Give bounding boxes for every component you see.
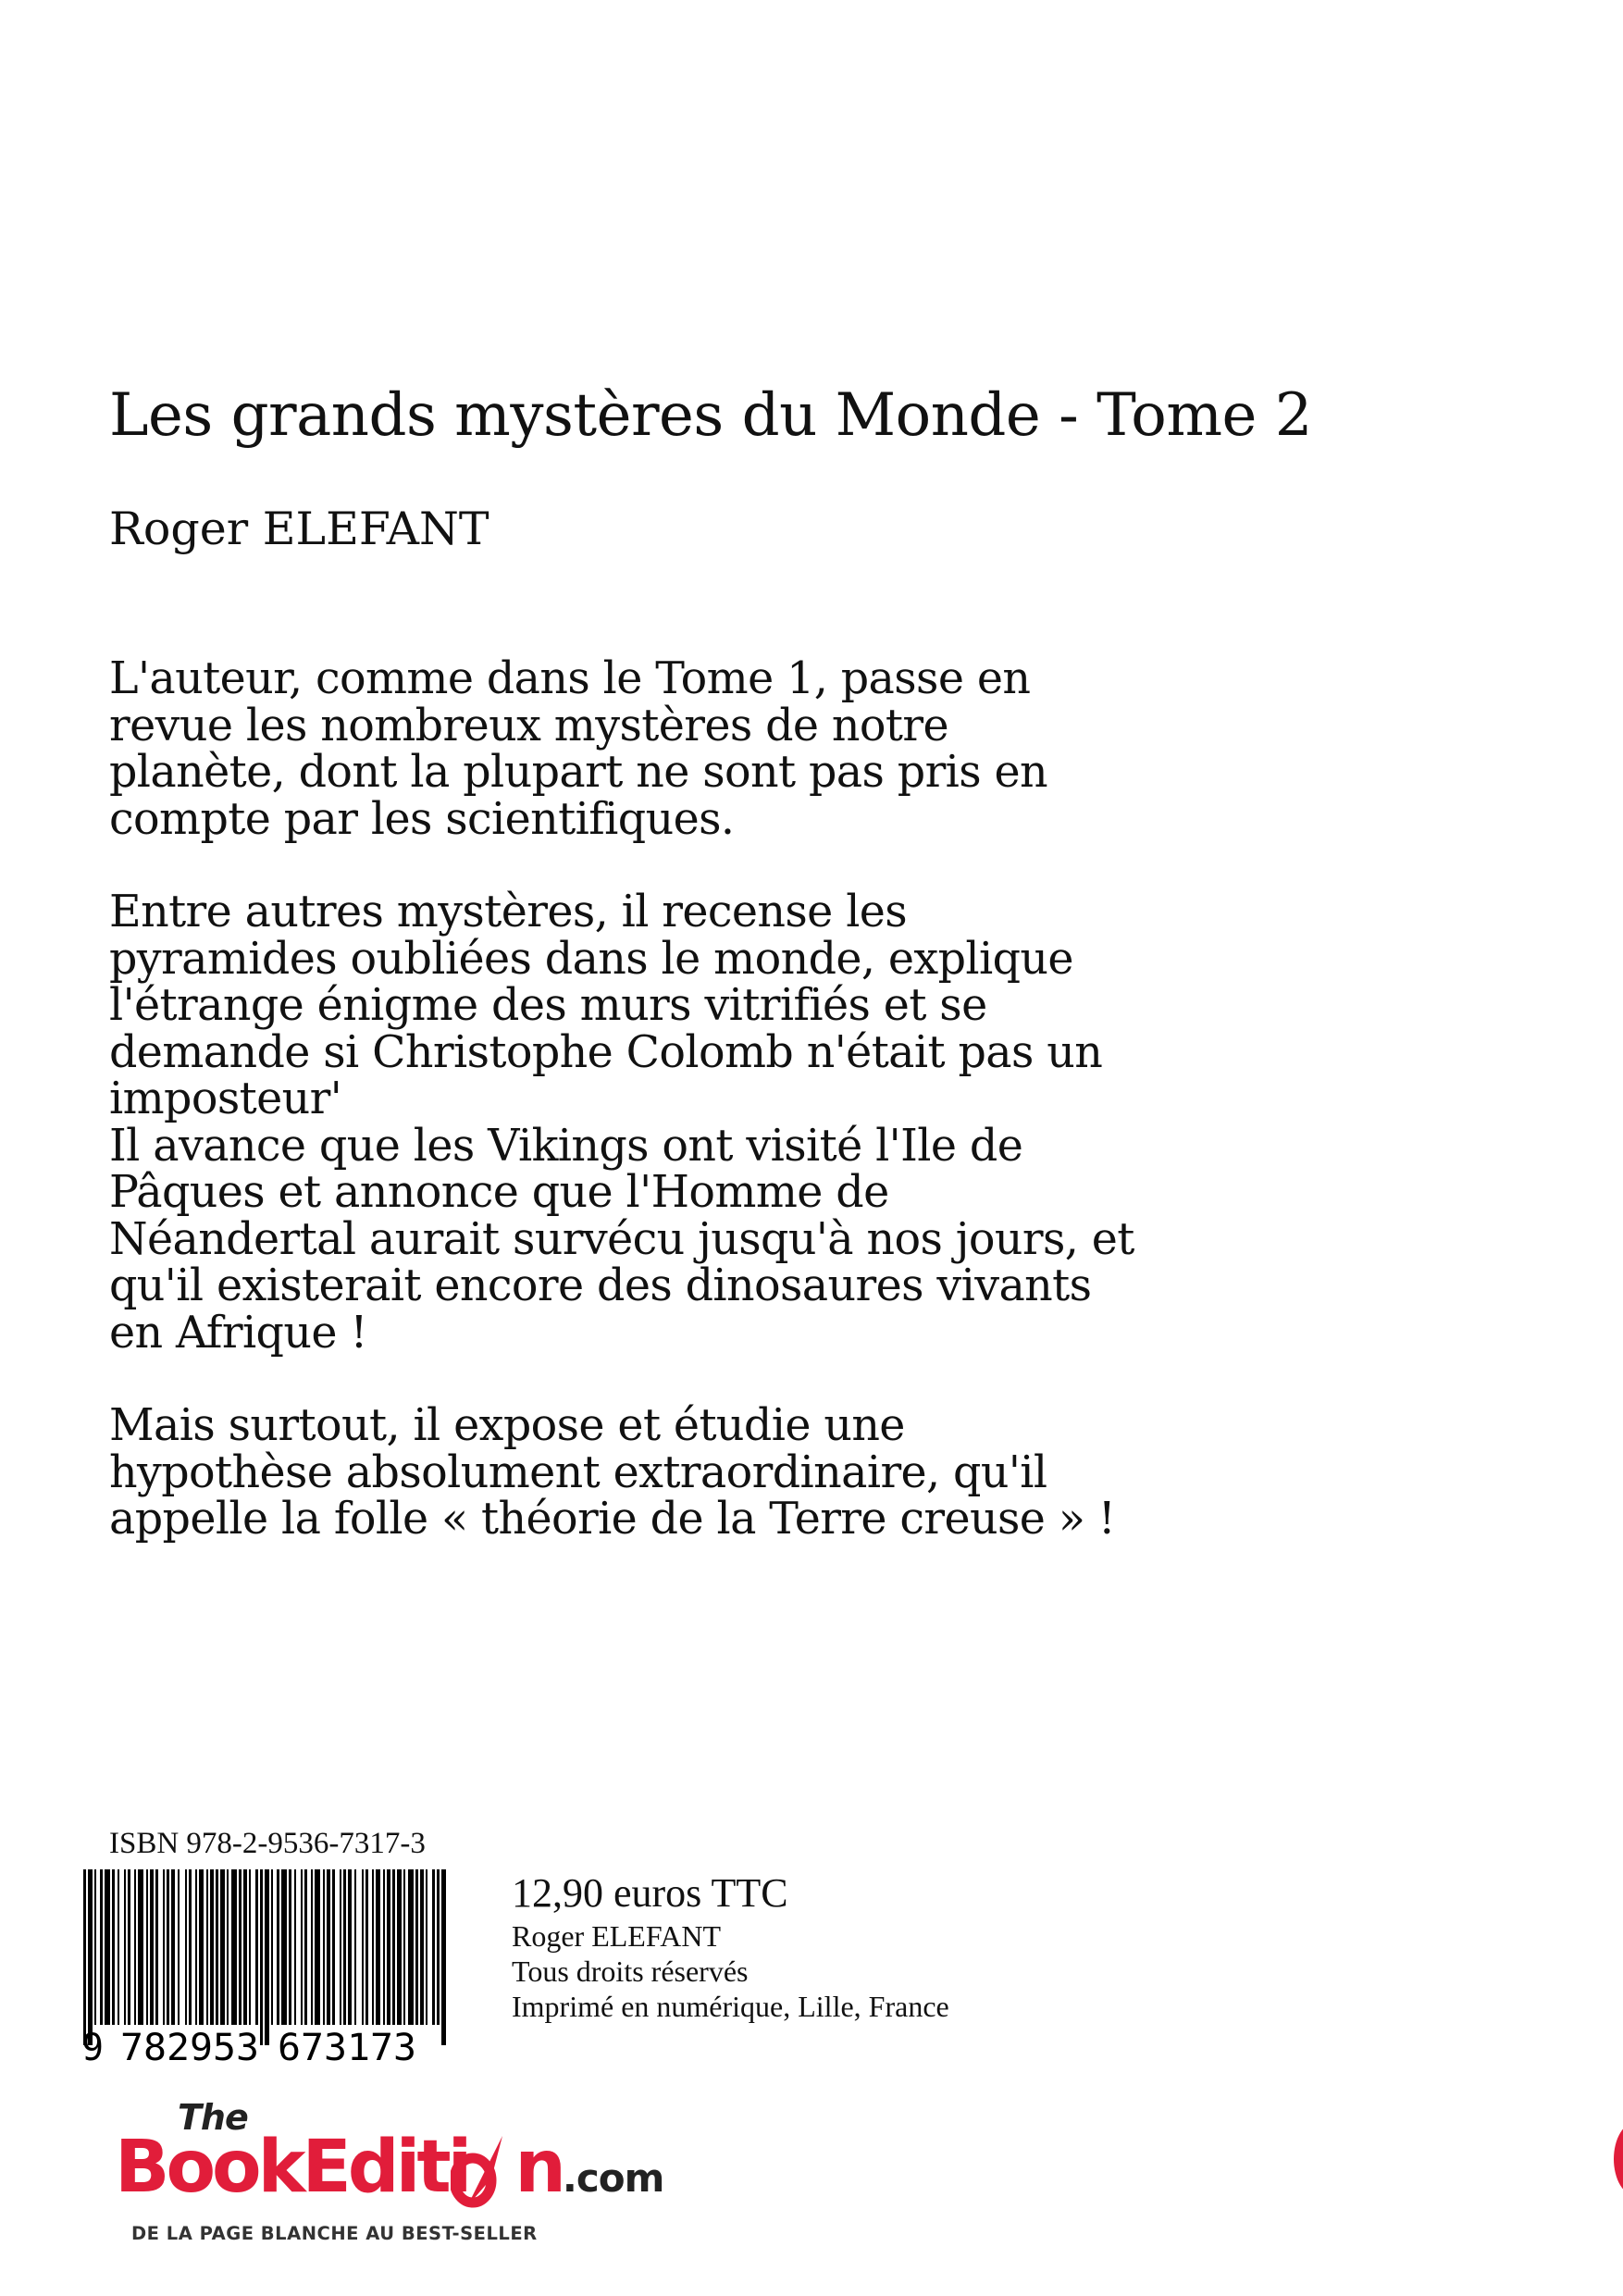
barcode-bar [277,1869,279,2025]
barcode-bar [415,1869,418,2025]
barcode-bar [432,1869,435,2025]
barcode-bar [281,1869,287,2025]
synopsis-line: pyramides oubliées dans le monde, explique [109,933,1073,985]
barcode-bar [301,1869,303,2025]
synopsis-line: Pâques et annonce que l'Homme de [109,1167,889,1218]
isbn-label: ISBN 978-2-9536-7317-3 [109,1827,426,1860]
barcode-bar [323,1869,325,2025]
barcode-bar [206,1869,208,2025]
barcode-bar [178,1869,180,2025]
barcode-bar [220,1869,225,2025]
synopsis-paragraph-2 [109,889,1257,1357]
barcode-bar [354,1869,356,2025]
barcode-bar [150,1869,154,2025]
barcode-bar [227,1869,229,2025]
synopsis-line: en Afrique ! [109,1307,367,1359]
barcode-bar [260,1869,263,2045]
synopsis [109,653,1257,1545]
synopsis-line: Entre autres mystères, il recense les [109,887,908,937]
logo-tagline: DE LA PAGE BLANCHE AU BEST-SELLER [131,2223,538,2244]
barcode-bar [437,1869,440,2025]
barcode-bar [362,1869,364,2025]
barcode-digits-right: 673173 [278,2027,416,2066]
barcode-bar [365,1869,368,2025]
synopsis-line: demande si Christophe Colomb n'était pas un [109,1026,1103,1078]
synopsis-paragraph-1 [109,653,1257,845]
barcode-bar [294,1869,296,2025]
logo-name-part-1: BookEditi [115,2126,469,2209]
barcode-bar [163,1869,165,2025]
synopsis-line: qu'il existerait encore des dinosaures vivants [109,1260,1092,1311]
barcode-bar [311,1869,313,2025]
barcode-bar [372,1869,374,2025]
barcode-bar [185,1869,187,2025]
barcode-bar [155,1869,158,2025]
barcode-bar [426,1869,427,2025]
barcode-bar [441,1869,446,2045]
logo-the: The [178,2097,248,2138]
synopsis-line: Néandertal aurait survécu jusqu'à nos jours, et [109,1213,1134,1265]
synopsis-line: revue les nombreux mystères de notre [109,700,949,751]
barcode-bar [420,1869,424,2025]
barcode-digits-left: 782953 [120,2027,259,2066]
barcode-bar [88,1869,93,2045]
imprint-author: Roger ELEFANT [512,1919,722,1953]
synopsis-line: planète, dont la plupart ne sont pas pris en [109,747,1048,798]
barcode-bar [387,1869,390,2025]
barcode-bar [343,1869,346,2025]
logo-domain: .com [562,2155,664,2201]
book-author: Roger ELEFANT [109,503,489,555]
synopsis-line: L'auteur, comme dans le Tome 1, passe en [109,653,1031,704]
barcode-bar [195,1869,197,2025]
barcode-bar [255,1869,258,2025]
imprint-printing: Imprimé en numérique, Lille, France [512,1990,949,2023]
barcode [80,1869,450,2066]
barcode-bar [243,1869,247,2025]
barcode-bar [408,1869,414,2025]
imprint-block [512,1868,949,2024]
barcode-bar [100,1869,103,2025]
barcode-bar [210,1869,214,2025]
quill-icon [451,2132,506,2212]
barcode-bar [112,1869,115,2025]
barcode-bar [118,1869,119,2025]
barcode-bar [332,1869,335,2025]
synopsis-line: imposteur' [109,1074,342,1124]
barcode-digit-first: 9 [81,2027,105,2066]
logo-wordmark [115,2125,663,2221]
barcode-bar [189,1869,192,2025]
barcode-bar [304,1869,307,2025]
barcode-bar [105,1869,110,2025]
barcode-bar [231,1869,237,2025]
book-title: Les grands mystères du Monde - Tome 2 [109,381,1312,450]
publisher-logo [115,2097,664,2256]
barcode-bar [134,1869,136,2025]
barcode-bar [340,1869,341,2025]
imprint-rights: Tous droits réservés [512,1955,749,1988]
barcode-bar [124,1869,126,2025]
barcode-bar [327,1869,330,2025]
logo-name-part-2: n [514,2126,563,2209]
barcode-bar [138,1869,143,2025]
barcode-bar [403,1869,405,2025]
barcode-bar [146,1869,148,2025]
barcode-bar [392,1869,395,2025]
synopsis-line: Il avance que les Vikings ont visité l'Ile de [109,1120,1023,1172]
price: 12,90 euros TTC [512,1870,788,1916]
barcode-bar [315,1869,320,2025]
synopsis-line: compte par les scientifiques. [109,793,735,845]
barcode-bar [216,1869,218,2025]
synopsis-line: hypothèse absolument extraordinaire, qu'il [109,1446,1047,1498]
barcode-bar [265,1869,269,2045]
synopsis-paragraph-3 [109,1400,1257,1545]
barcode-bar [239,1869,242,2025]
barcode-bar [199,1869,204,2025]
synopsis-line: l'étrange énigme des murs vitrifiés et se [109,980,987,1031]
barcode-bar [376,1869,380,2025]
barcode-bar [83,1869,86,2045]
barcode-bar [271,1869,273,2025]
edge-decoration-icon [1612,2119,1623,2199]
barcode-bar [171,1869,175,2025]
barcode-bar [94,1869,96,2025]
barcode-bar [348,1869,352,2025]
synopsis-line: appelle la folle « théorie de la Terre creuse » ! [109,1494,1116,1545]
barcode-bar [383,1869,385,2025]
barcode-bar [397,1869,402,2025]
barcode-bar [128,1869,130,2025]
synopsis-line: Mais surtout, il expose et étudie une [109,1400,905,1451]
barcode-bar [289,1869,291,2025]
barcode-bar [167,1869,169,2025]
barcode-bar [249,1869,251,2025]
